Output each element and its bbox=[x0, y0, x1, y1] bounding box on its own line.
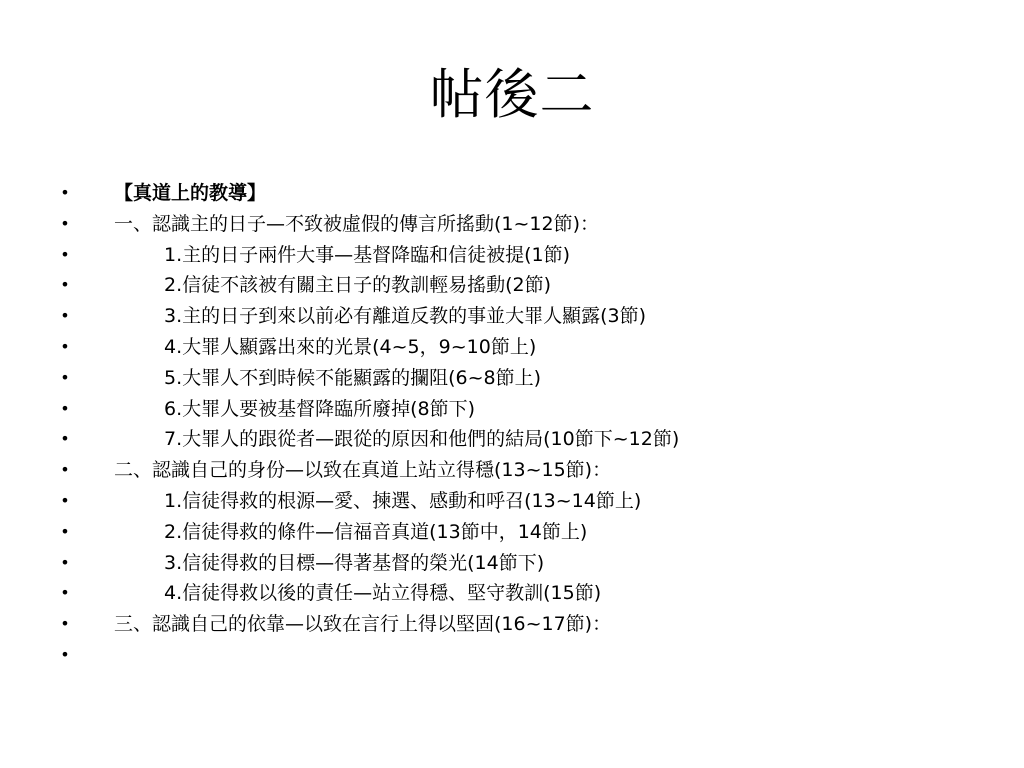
bullet-text: 1.信徒得救的根源—愛、揀選、感動和呼召(13~14節上) bbox=[164, 489, 642, 512]
bullet-item bbox=[0, 486, 1024, 517]
bullet-text: 2.信徒不該被有關主日子的教訓輕易搖動(2節) bbox=[164, 274, 552, 297]
bullet-dot-icon: • bbox=[60, 460, 70, 480]
bullet-text: 7.大罪人的跟從者—跟從的原因和他們的結局(10節下~12節) bbox=[164, 428, 680, 451]
bullet-dot-icon: • bbox=[60, 583, 70, 603]
bullet-item bbox=[0, 240, 1024, 271]
bullet-item bbox=[0, 609, 1024, 640]
bullet-text: 5.大罪人不到時候不能顯露的攔阻(6~8節上) bbox=[164, 366, 542, 389]
bullet-item bbox=[0, 209, 1024, 240]
bullet-item bbox=[0, 178, 1024, 209]
bullet-dot-icon: • bbox=[60, 614, 70, 634]
bullet-dot-icon: • bbox=[60, 367, 70, 387]
bullet-text: 三、認識自己的依靠—以致在言行上得以堅固(16~17節)： bbox=[114, 613, 612, 636]
bullet-dot-icon: • bbox=[60, 398, 70, 418]
bullet-dot-icon: • bbox=[60, 306, 70, 326]
bullet-dot-icon: • bbox=[60, 644, 70, 664]
bullet-item bbox=[0, 455, 1024, 486]
bullet-text: 3.主的日子到來以前必有離道反教的事並大罪人顯露(3節) bbox=[164, 305, 647, 328]
bullet-text: 3.信徒得救的目標—得著基督的榮光(14節下) bbox=[164, 551, 545, 574]
bullet-item bbox=[0, 270, 1024, 301]
bullet-item bbox=[0, 363, 1024, 394]
bullet-text: 二、認識自己的身份—以致在真道上站立得穩(13~15節)： bbox=[114, 459, 612, 482]
bullet-dot-icon: • bbox=[60, 244, 70, 264]
bullet-dot-icon: • bbox=[60, 490, 70, 510]
bullet-text: 一、認識主的日子—不致被虛假的傳言所搖動(1~12節)： bbox=[114, 212, 600, 235]
bullet-text: 6.大罪人要被基督降臨所廢掉(8節下) bbox=[164, 397, 476, 420]
bullet-list bbox=[0, 178, 1024, 671]
bullet-text: 【真道上的教導】 bbox=[114, 182, 267, 204]
bullet-item bbox=[0, 548, 1024, 579]
bullet-item bbox=[0, 394, 1024, 425]
bullet-dot-icon: • bbox=[60, 183, 70, 202]
bullet-item bbox=[0, 301, 1024, 332]
bullet-text: 4.大罪人顯露出來的光景(4~5，9~10節上) bbox=[164, 335, 537, 358]
bullet-item bbox=[0, 517, 1024, 548]
slide-title: 帖後二 bbox=[429, 63, 595, 126]
bullet-item bbox=[0, 640, 1024, 671]
bullet-dot-icon: • bbox=[60, 275, 70, 295]
bullet-dot-icon: • bbox=[60, 429, 70, 449]
bullet-dot-icon: • bbox=[60, 213, 70, 233]
bullet-text: 2.信徒得救的條件—信福音真道(13節中，14節上) bbox=[164, 520, 588, 543]
bullet-text: 4.信徒得救以後的責任—站立得穩、堅守教訓(15節) bbox=[164, 582, 602, 605]
bullet-item bbox=[0, 578, 1024, 609]
bullet-dot-icon: • bbox=[60, 521, 70, 541]
bullet-dot-icon: • bbox=[60, 336, 70, 356]
bullet-item bbox=[0, 424, 1024, 455]
bullet-text: 1.主的日子兩件大事—基督降臨和信徒被提(1節) bbox=[164, 243, 571, 266]
bullet-dot-icon: • bbox=[60, 552, 70, 572]
bullet-item bbox=[0, 332, 1024, 363]
